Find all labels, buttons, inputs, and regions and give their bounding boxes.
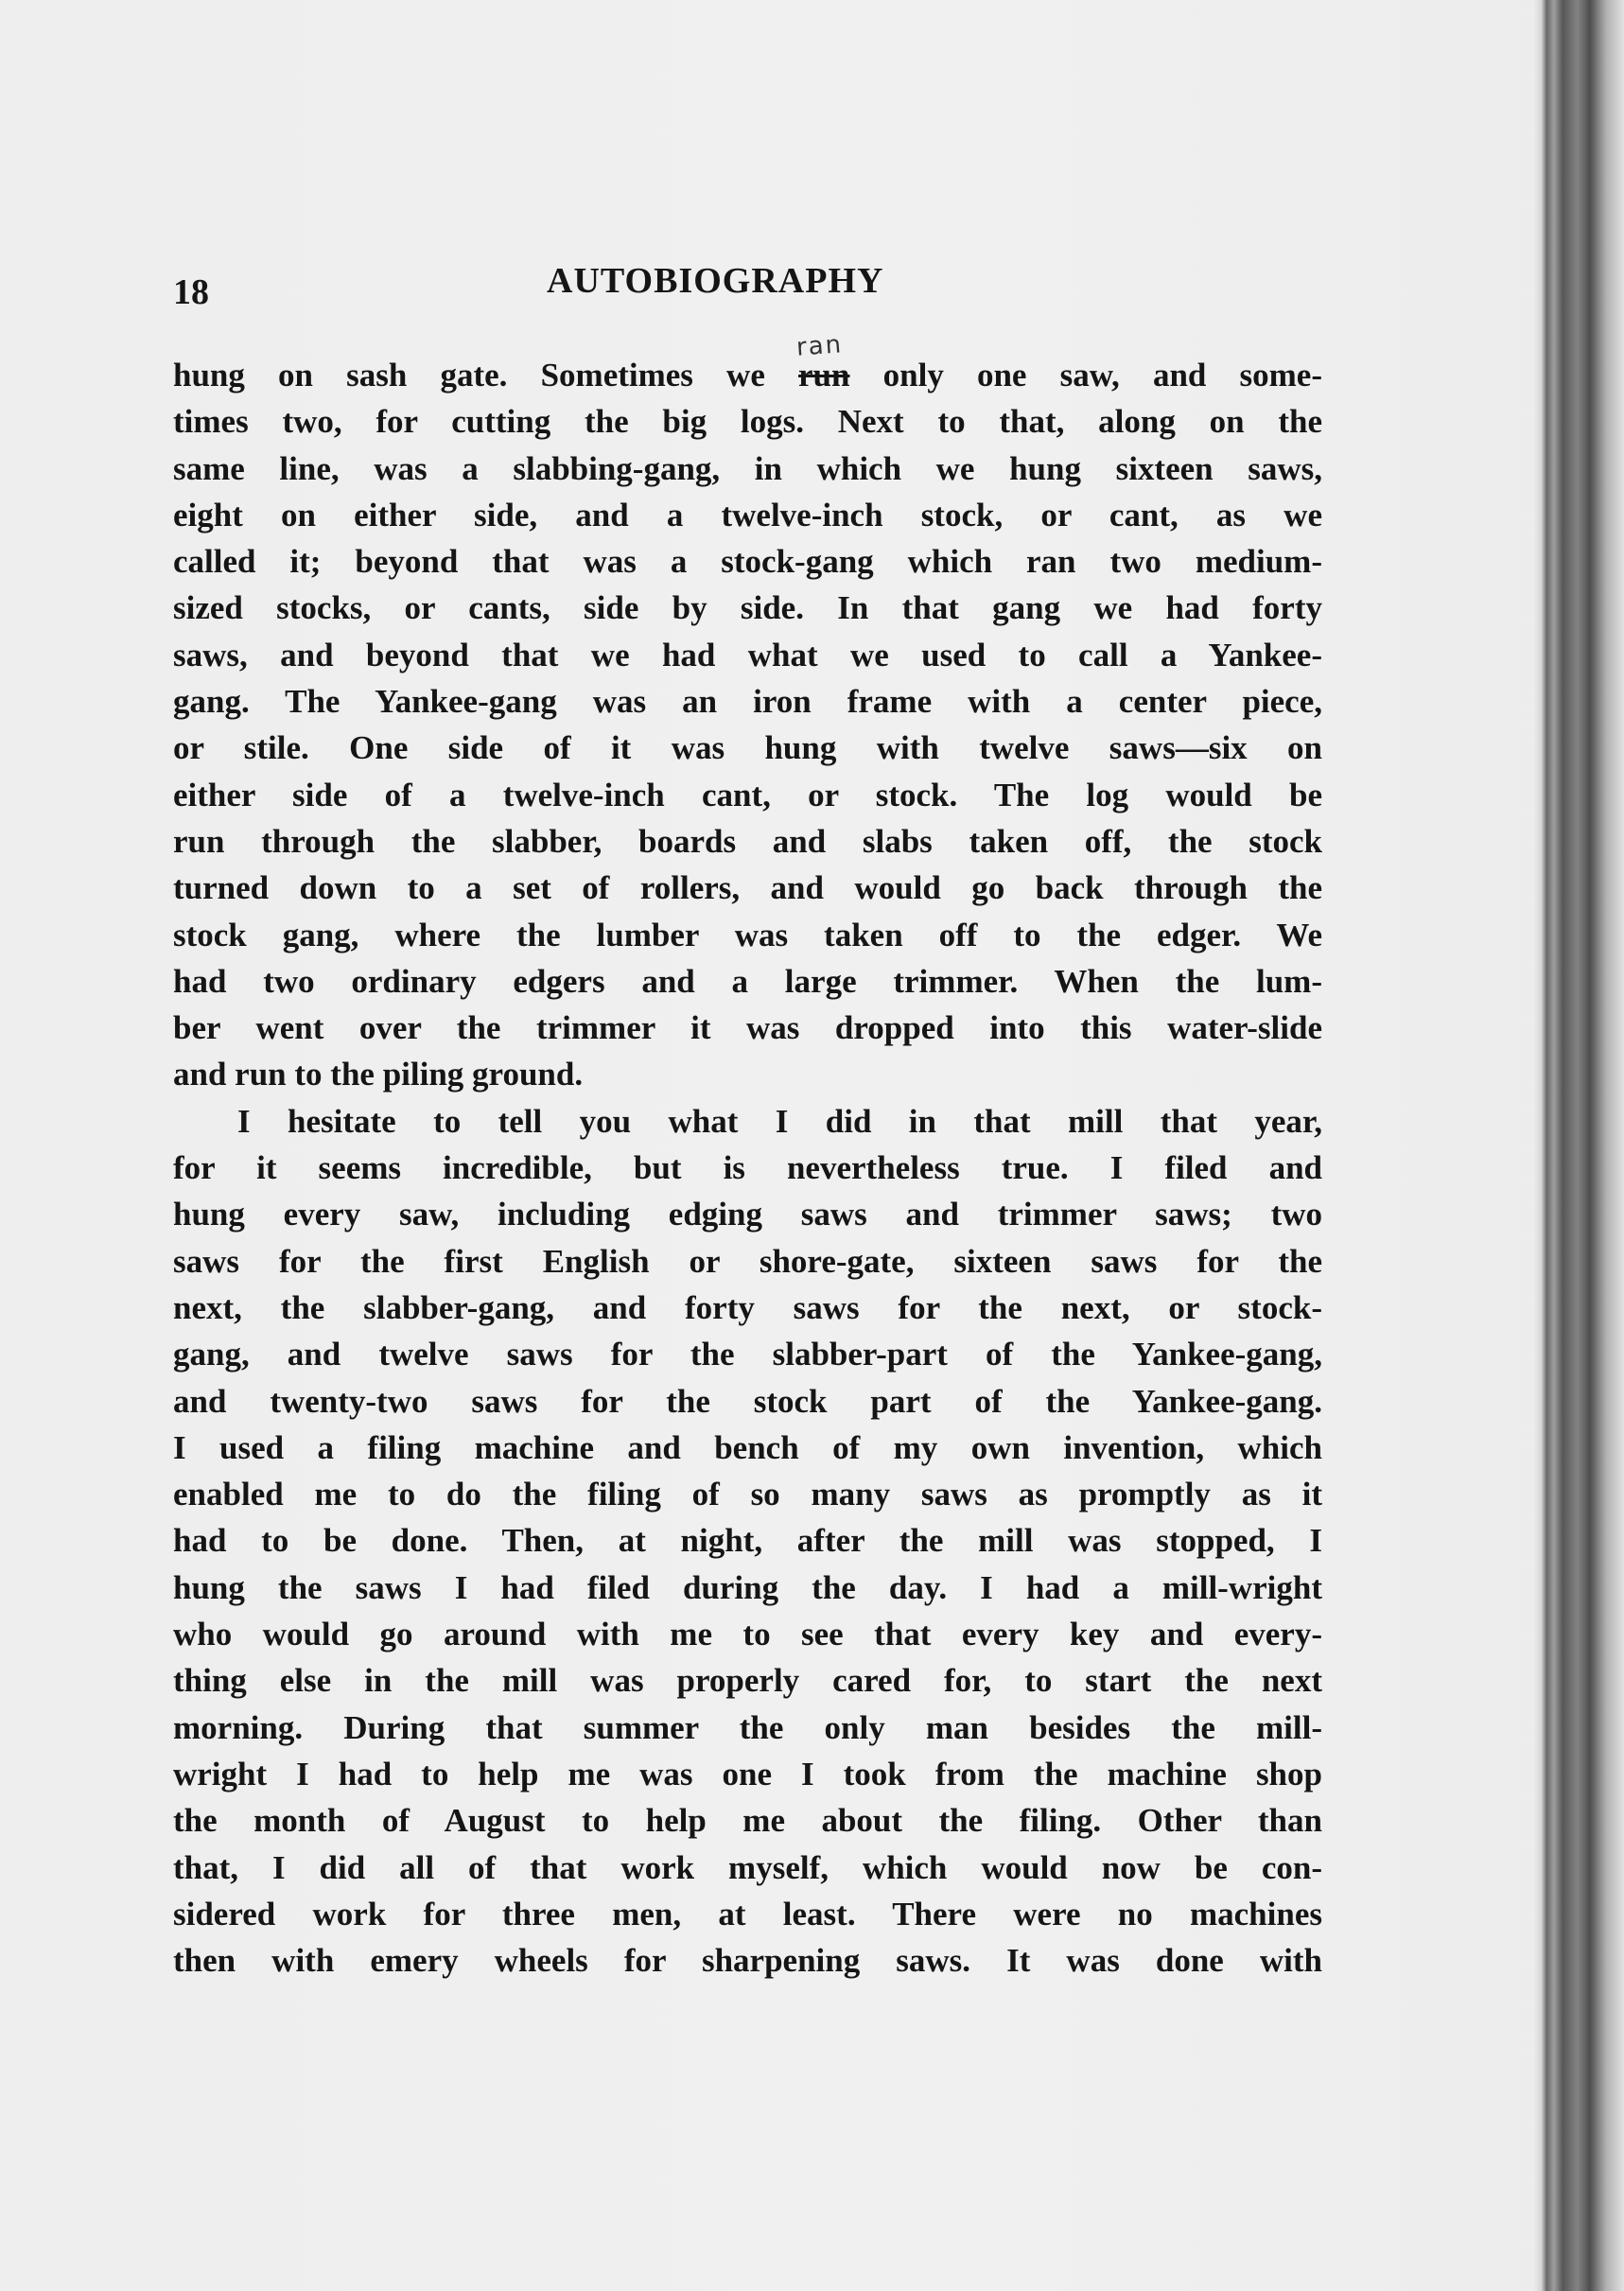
text-line: the month of August to help me about the filing. Other than [173, 1802, 1322, 1840]
text-line: who would go around with me to see that every key and every- [173, 1616, 1322, 1653]
text-line: wright I had to help me was one I took from the machine shop [173, 1755, 1322, 1793]
text-line: stock gang, where the lumber was taken off to the edger. We [173, 916, 1322, 953]
text-line: or stile. One side of it was hung with twelve saws—six on [173, 729, 1322, 767]
text-line: and twenty-two saws for the stock part of the Yankee-gang. [173, 1382, 1322, 1420]
text-line: sized stocks, or cants, side by side. In that gang we had forty [173, 589, 1322, 627]
running-head [173, 260, 1318, 317]
text-line: enabled me to do the filing of so many saws as promptly as it [173, 1476, 1322, 1513]
text-line: gang, and twelve saws for the slabber-part of the Yankee-gang, [173, 1336, 1322, 1373]
handwritten-correction [795, 330, 850, 398]
text-line: ber went over the trimmer it was dropped into this water-slide [173, 1009, 1322, 1047]
text-line: I hesitate to tell you what I did in that mill that year, [237, 1102, 1322, 1140]
text-line: that, I did all of that work myself, which would now be con- [173, 1848, 1322, 1886]
text-line: gang. The Yankee-gang was an iron frame with a center piece, [173, 683, 1322, 721]
text-line: run through the slabber, boards and slabs taken off, the stock [173, 822, 1322, 860]
text-line: hung every saw, including edging saws and trimmer saws; two [173, 1196, 1322, 1233]
text-segment: hung on sash gate. Sometimes we [173, 357, 799, 393]
text-segment: only one saw, and some- [849, 357, 1322, 393]
paragraph-2 [173, 1098, 1322, 1985]
text-line: called it; beyond that was a stock-gang which ran two medium- [173, 543, 1322, 581]
text-line: had two ordinary edgers and a large trimmer. When the lum- [173, 962, 1322, 1000]
text-line: thing else in the mill was properly cared for, to start the next [173, 1662, 1322, 1700]
handwritten-word: ran [795, 330, 845, 362]
text-line: saws, and beyond that we had what we used to call a Yankee- [173, 636, 1322, 673]
text-line: turned down to a set of rollers, and would go back through the [173, 869, 1322, 907]
text-line: had to be done. Then, at night, after the mill was stopped, I [173, 1522, 1322, 1560]
page-number: 18 [173, 272, 209, 312]
text-line: hung the saws I had filed during the day. I had a mill-wright [173, 1568, 1322, 1606]
text-line [173, 330, 1322, 398]
text-line: next, the slabber-gang, and forty saws for the next, or stock- [173, 1288, 1322, 1326]
text-line: either side of a twelve-inch cant, or stock. The log would be [173, 776, 1322, 813]
text-line: sidered work for three men, at least. There were no machines [173, 1895, 1322, 1932]
text-line: then with emery wheels for sharpening saws. It was done with [173, 1942, 1322, 1980]
paragraph-1 [173, 330, 1322, 1098]
text-line: I used a filing machine and bench of my own invention, which [173, 1428, 1322, 1466]
running-title: AUTOBIOGRAPHY [547, 261, 884, 301]
body-text [173, 330, 1322, 1984]
text-line: eight on either side, and a twelve-inch stock, or cant, as we [173, 496, 1322, 533]
struck-word: run [798, 357, 850, 393]
book-binding-edge [1534, 0, 1624, 2291]
text-line: same line, was a slabbing-gang, in which we hung sixteen saws, [173, 449, 1322, 487]
text-line: times two, for cutting the big logs. Next to that, along on the [173, 403, 1322, 441]
text-line: morning. During that summer the only man besides the mill- [173, 1708, 1322, 1746]
text-line: for it seems incredible, but is nevertheless true. I filed and [173, 1149, 1322, 1187]
text-line: saws for the first English or shore-gate, sixteen saws for the [173, 1242, 1322, 1280]
text-line: and run to the piling ground. [173, 1056, 584, 1093]
